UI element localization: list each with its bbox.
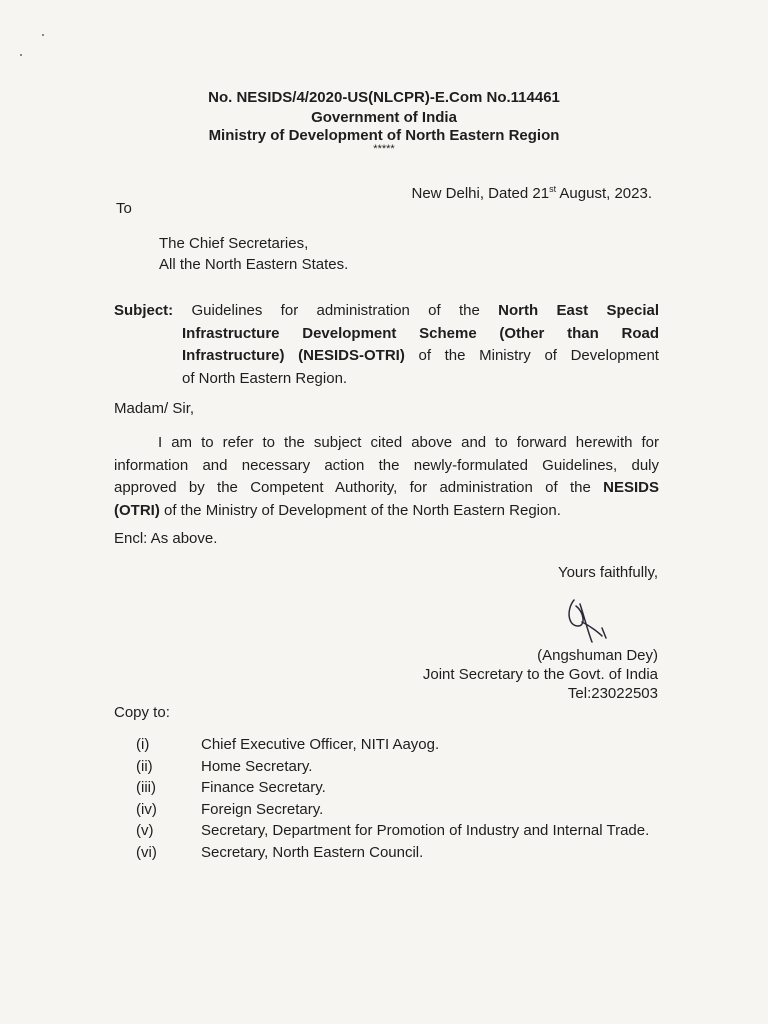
signatory-designation: Joint Secretary to the Govt. of India [422, 666, 658, 683]
list-item: (ii) Home Secretary. [136, 757, 313, 775]
copy-to-list [136, 734, 661, 863]
body-line-2: information and necessary action the newly-formulated Guidelines, duly [114, 456, 659, 474]
enclosure: Encl: As above. [114, 530, 218, 547]
date-line: New Delhi, Dated 21st August, 2023. [411, 184, 652, 202]
salutation: Madam/ Sir, [114, 400, 195, 417]
signatory-tel: Tel:23022503 [567, 685, 658, 702]
closing: Yours faithfully, [557, 564, 658, 581]
scan-speck [42, 34, 44, 36]
signature-mark [558, 592, 618, 652]
header-stars: ***** [373, 143, 395, 155]
list-item: (vi) Secretary, North Eastern Council. [136, 843, 424, 861]
subject-line-3: Infrastructure) (NESIDS-OTRI) of the Ministry of Development [182, 347, 659, 364]
body-line-3: approved by the Competent Authority, for administration of the NESIDS [114, 479, 659, 496]
signatory-name: (Angshuman Dey) [537, 647, 658, 664]
scan-speck [20, 54, 22, 56]
body-paragraph [114, 432, 659, 522]
government-heading: Government of India [311, 109, 457, 126]
file-number: No. NESIDS/4/2020-US(NLCPR)-E.Com No.114461 [208, 89, 560, 106]
subject-block [114, 300, 659, 390]
to-label: To [116, 200, 132, 217]
list-item: (iii) Finance Secretary. [136, 779, 326, 796]
list-item: (v) Secretary, Department for Promotion of Industry and Internal Trade. [136, 822, 650, 839]
subject-line-1: Subject: Guidelines for administration of the North East Special [114, 302, 659, 319]
copy-to-label: Copy to: [114, 704, 170, 721]
body-line-1: I am to refer to the subject cited above and to forward herewith for [158, 434, 659, 451]
addressee-line-1: The Chief Secretaries, [159, 235, 309, 252]
subject-line-2: Infrastructure Development Scheme (Other than Road [182, 324, 659, 342]
ministry-heading: Ministry of Development of North Eastern Region [208, 127, 560, 144]
list-item: (iv) Foreign Secretary. [136, 800, 324, 818]
addressee-line-2: All the North Eastern States. [159, 256, 349, 273]
list-item: (i) Chief Executive Officer, NITI Aayog. [136, 736, 440, 753]
subject-line-4: of North Eastern Region. [182, 369, 348, 387]
body-line-4: (OTRI) of the Ministry of Development of the North Eastern Region. [114, 501, 561, 519]
